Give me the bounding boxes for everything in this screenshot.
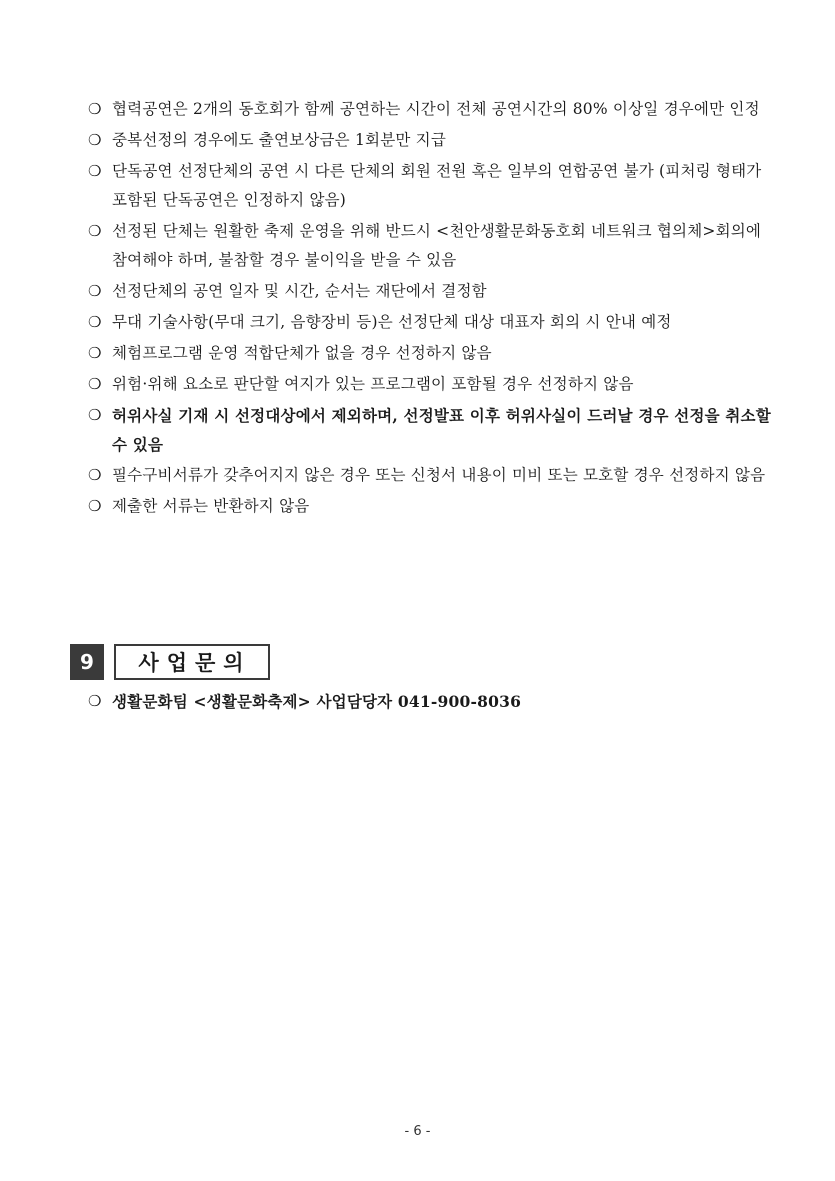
circle-bullet-icon: ❍	[88, 313, 102, 331]
list-item-text: 단독공연 선정단체의 공연 시 다른 단체의 회원 전원 혹은 일부의 연합공연 불가 (피처링 형태가 포함된 단독공연은 인정하지 않음)	[112, 162, 762, 209]
list-item-text: 중복선정의 경우에도 출연보상금은 1회분만 지급	[112, 131, 447, 149]
list-item-text: 위험·위해 요소로 판단할 여지가 있는 프로그램이 포함될 경우 선정하지 않음	[112, 375, 634, 393]
circle-bullet-icon: ❍	[88, 162, 102, 180]
list-item	[88, 492, 778, 521]
list-item-emphasis	[88, 401, 778, 459]
circle-bullet-icon: ❍	[88, 131, 102, 149]
list-item-text: 허위사실 기재 시 선정대상에서 제외하며, 선정발표 이후 허위사실이 드러날 경우 선정을 취소할 수 있음	[112, 406, 771, 454]
list-item-text: 필수구비서류가 갖추어지지 않은 경우 또는 신청서 내용이 미비 또는 모호할 경우 선정하지 않음	[112, 466, 766, 484]
circle-bullet-icon: ❍	[88, 282, 102, 300]
circle-bullet-icon: ❍	[88, 344, 102, 362]
list-item	[88, 95, 778, 124]
contact-list	[88, 687, 778, 718]
list-item-text: 체험프로그램 운영 적합단체가 없을 경우 선정하지 않음	[112, 344, 492, 362]
list-item-text: 선정된 단체는 원활한 축제 운영을 위해 반드시 <천안생활문화동호회 네트워크 협의체>회의에 참여해야 하며, 불참할 경우 불이익을 받을 수 있음	[112, 222, 762, 269]
list-item-text: 협력공연은 2개의 동호회가 함께 공연하는 시간이 전체 공연시간의 80% 이상일 경우에만 인정	[112, 100, 760, 118]
circle-bullet-icon: ❍	[88, 497, 102, 515]
list-item	[88, 277, 778, 306]
list-item-text: 무대 기술사항(무대 크기, 음향장비 등)은 선정단체 대상 대표자 회의 시 안내 예정	[112, 313, 672, 331]
section-number: 9	[70, 644, 104, 680]
section-heading	[70, 644, 270, 680]
notice-list	[88, 95, 778, 523]
circle-bullet-icon: ❍	[88, 466, 102, 484]
circle-bullet-icon: ❍	[88, 692, 102, 710]
section-heading-gap	[104, 644, 114, 680]
list-item	[88, 339, 778, 368]
contact-text: 생활문화팀 <생활문화축제> 사업담당자 041-900-8036	[112, 692, 522, 711]
circle-bullet-icon: ❍	[88, 222, 102, 240]
section-title: 사업문의	[114, 644, 270, 680]
list-item	[88, 217, 778, 275]
list-item	[88, 370, 778, 399]
circle-bullet-icon: ❍	[88, 375, 102, 393]
list-item-text: 선정단체의 공연 일자 및 시간, 순서는 재단에서 결정함	[112, 282, 487, 300]
list-item	[88, 126, 778, 155]
contact-item	[88, 687, 778, 716]
list-item	[88, 157, 778, 215]
list-item-text: 제출한 서류는 반환하지 않음	[112, 497, 310, 515]
list-item	[88, 308, 778, 337]
page-number: - 6 -	[404, 1124, 431, 1139]
circle-bullet-icon: ❍	[88, 100, 102, 118]
list-item	[88, 461, 778, 490]
circle-bullet-icon: ❍	[88, 406, 102, 424]
